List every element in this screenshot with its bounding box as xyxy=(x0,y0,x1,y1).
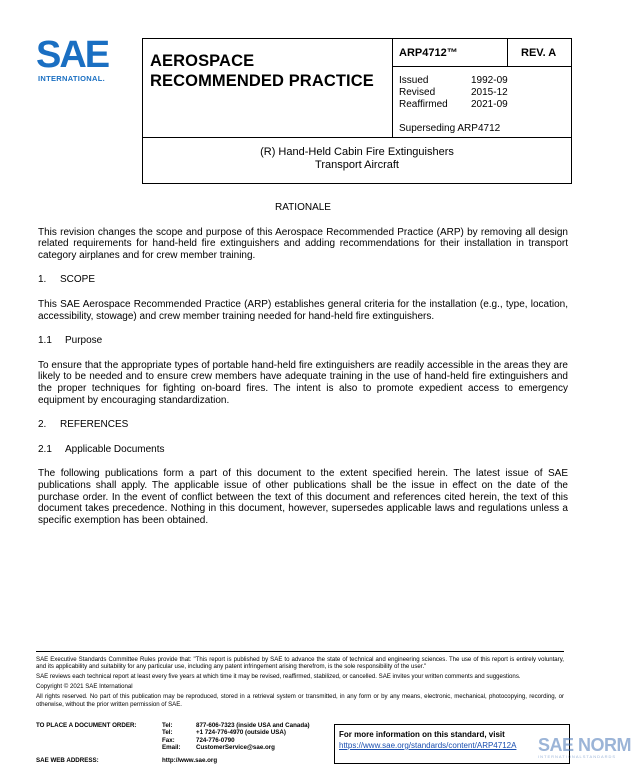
contact-value: 877-606-7323 (inside USA and Canada) xyxy=(196,722,310,729)
section-title: SCOPE xyxy=(60,274,96,286)
rationale-heading: RATIONALE xyxy=(275,202,331,213)
logo-mark: SAE xyxy=(36,34,109,76)
standard-url-link[interactable]: https://www.sae.org/standards/content/ARP4712A xyxy=(339,741,517,750)
watermark-sub-left: INTERNATIONAL xyxy=(538,754,583,759)
section-number: 2.1 xyxy=(38,443,52,455)
contact-value: 724-776-0790 xyxy=(196,736,235,744)
footer-rights-text: All rights reserved. No part of this publication may be reproduced, stored in a retrieval system or transmitted, in any form or by any means, electronic, mechanical, photocopying, recording, or otherwise, without the prior written permission of SAE. xyxy=(36,693,564,708)
web-address-row xyxy=(36,757,217,764)
section-title: Applicable Documents xyxy=(65,443,165,455)
date-label: Issued xyxy=(399,75,429,86)
more-info-box xyxy=(334,724,570,764)
order-contacts xyxy=(36,722,310,752)
logo-subtitle: INTERNATIONAL. xyxy=(38,74,105,83)
watermark-main: SAE NORM xyxy=(538,735,631,755)
footer-review-text: SAE reviews each technical report at least every five years at which time it may be revised, reaffirmed, stabilized, or cancelled. SAE invites your written comments and suggestions. xyxy=(36,673,521,681)
header-divider xyxy=(143,137,571,138)
document-type-line-1: AEROSPACE xyxy=(150,52,255,70)
document-number: ARP4712™ xyxy=(393,39,508,67)
section-heading-scope xyxy=(38,274,568,286)
footer-legal xyxy=(36,656,564,711)
document-subject xyxy=(143,146,571,172)
date-value: 1992-09 xyxy=(471,75,508,86)
purpose-paragraph: To ensure that the appropriate types of portable hand-held fire extinguishers are readily accessible in the areas they are likely to be needed and to ensure crew members have adequate training in the use of hand-held fire extinguishers and the proper techniques for fighting on-board fires. The intent is also to promote expedient access to emergency equipment by encouraging standardization. xyxy=(38,359,568,406)
date-value: 2015-12 xyxy=(471,87,508,98)
scope-paragraph: This SAE Aerospace Recommended Practice (ARP) establishes general criteria for the installation (e.g., type, location, accessibility, stowage) and crew member training needed for hand-held fire extinguishers. xyxy=(38,298,568,322)
subject-line-1: (R) Hand-Held Cabin Fire Extinguishers xyxy=(260,146,454,158)
watermark-sub-right: STANDARDS xyxy=(582,754,617,759)
revision-label: REV. A xyxy=(508,39,571,67)
superseding-note: Superseding ARP4712 xyxy=(399,123,501,134)
date-row-reaffirmed xyxy=(399,99,571,111)
footer-copyright: Copyright © 2021 SAE International xyxy=(36,683,133,691)
sae-logo xyxy=(36,36,122,86)
section-number: 1.1 xyxy=(38,335,52,347)
more-info-title: For more information on this standard, visit xyxy=(339,730,505,739)
section-heading-references xyxy=(38,419,568,431)
section-heading-applicable-documents xyxy=(38,444,568,456)
date-row-revised xyxy=(399,87,571,99)
document-header xyxy=(142,38,572,184)
web-heading: SAE WEB ADDRESS: xyxy=(36,757,99,764)
applicable-documents-paragraph: The following publications form a part of this document to the extent specified herein. The latest issue of SAE publications shall apply. The applicable issue of other publications shall be the issue in effect on the date of the purchase order. In the event of conflict between the text of this document and references cited herein, the text of this document takes precedence. Nothing in this document, however, supersedes applicable laws and regulations unless a specific exemption has been obtained. xyxy=(38,468,568,526)
document-body xyxy=(38,202,568,539)
date-label: Revised xyxy=(399,87,436,98)
date-label: Reaffirmed xyxy=(399,99,448,110)
section-heading-purpose xyxy=(38,335,568,347)
web-address-link[interactable]: http://www.sae.org xyxy=(162,757,218,764)
contact-value: +1 724-776-4970 (outside USA) xyxy=(196,729,286,737)
contact-row xyxy=(36,737,310,744)
contact-row xyxy=(36,729,310,736)
document-type-line-2: RECOMMENDED PRACTICE xyxy=(150,72,374,90)
contact-label: Email: xyxy=(162,744,181,752)
document-dates xyxy=(393,67,571,137)
contact-label: Tel: xyxy=(162,722,173,729)
document-type xyxy=(143,39,393,137)
contact-row xyxy=(36,744,310,751)
footer-divider xyxy=(36,651,564,652)
watermark-sub xyxy=(538,754,617,759)
section-number: 2. xyxy=(38,419,47,431)
order-heading: TO PLACE A DOCUMENT ORDER: xyxy=(36,722,137,729)
contact-label: Tel: xyxy=(162,729,173,737)
date-value: 2021-09 xyxy=(471,99,508,110)
section-title: REFERENCES xyxy=(60,419,129,431)
section-title: Purpose xyxy=(65,335,103,347)
contact-label: Fax: xyxy=(162,736,175,744)
rationale-paragraph: This revision changes the scope and purpose of this Aerospace Recommended Practice (ARP) by removing all design related requirements for hand-held fire extinguishers and adding recommendations for their installation in transport category airplanes and for crew member training. xyxy=(38,226,568,261)
contact-row xyxy=(36,722,310,729)
watermark xyxy=(538,736,631,759)
date-row-issued xyxy=(399,75,571,87)
footer-rules-text: SAE Executive Standards Committee Rules provide that: "This report is published by SAE to advance the state of technical and engineering sciences. The use of this report is entirely voluntary, and its applicability and suitability for any particular use, including any patent infringement arising therefrom, is the sole responsibility of the user." xyxy=(36,656,564,671)
subject-line-2: Transport Aircraft xyxy=(315,159,399,171)
section-number: 1. xyxy=(38,274,47,286)
contact-email[interactable]: CustomerService@sae.org xyxy=(196,744,275,752)
